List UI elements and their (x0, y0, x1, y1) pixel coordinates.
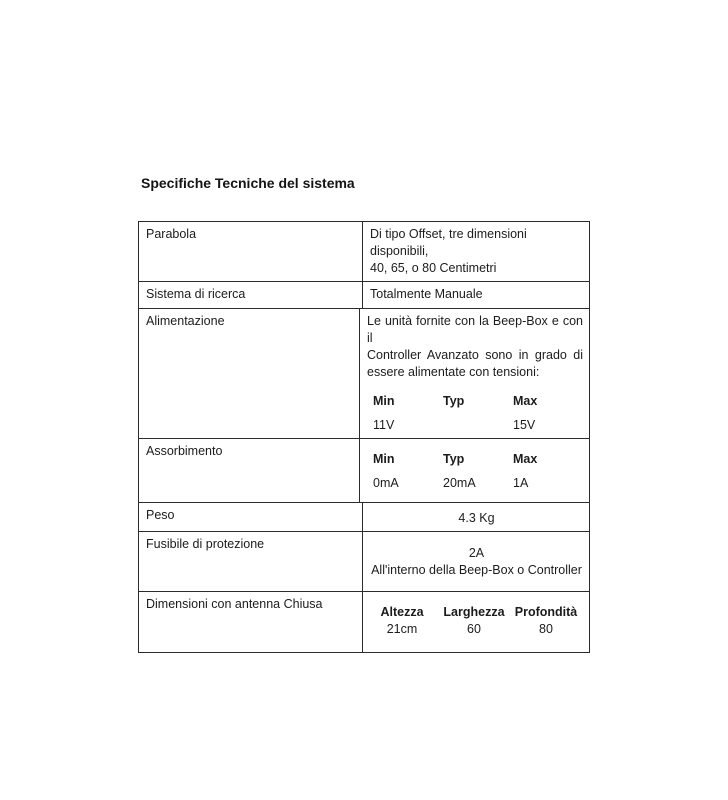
table-row-dimensioni (139, 592, 589, 652)
value-min: 0mA (373, 476, 399, 490)
value-altezza: 21cm (386, 622, 418, 636)
row-value (363, 532, 589, 591)
table-row-peso (139, 503, 589, 532)
col-header-max: Max (513, 394, 538, 408)
page-title: Specifiche Tecniche del sistema (141, 175, 355, 191)
col-header-min: Min (373, 452, 395, 466)
voltage-values-row (367, 417, 583, 434)
value-max: 1A (513, 476, 529, 490)
dimensions-values-row (366, 621, 583, 638)
value-line: Di tipo Offset, tre dimensioni disponibili, (370, 227, 527, 258)
col-header-typ: Typ (443, 452, 465, 466)
value-min: 11V (373, 418, 395, 432)
intro-line: essere alimentate con tensioni: (367, 365, 540, 379)
row-value (363, 282, 589, 308)
col-header-profondita: Profondità (514, 605, 578, 619)
dimensions-header-row (366, 604, 583, 621)
min-typ-max-header-row (367, 393, 583, 410)
row-value: 4.3 Kg (458, 511, 495, 525)
value-larghezza: 60 (467, 622, 481, 636)
table-row-assorbimento (139, 439, 589, 503)
row-label: Peso (139, 503, 363, 531)
row-label: Parabola (139, 222, 363, 281)
value-line: 2A (468, 546, 485, 560)
value-line: All'interno della Beep-Box o Controller (371, 563, 582, 577)
row-label: Dimensioni con antenna Chiusa (139, 592, 363, 652)
value-typ: 20mA (443, 476, 476, 490)
row-label: Fusibile di protezione (139, 532, 363, 591)
row-value (360, 309, 589, 438)
spec-table (138, 221, 590, 653)
table-row-sistema-di-ricerca (139, 282, 589, 309)
row-value (363, 222, 589, 281)
min-typ-max-header-row (367, 451, 583, 468)
row-label: Alimentazione (139, 309, 360, 438)
row-value (363, 592, 589, 652)
value-line: 40, 65, o 80 Centimetri (370, 261, 497, 275)
value-profondita: 80 (539, 622, 553, 636)
col-header-typ: Typ (443, 394, 465, 408)
table-row-fusibile (139, 532, 589, 592)
alimentazione-intro (367, 313, 583, 381)
intro-line: Controller Avanzato sono in grado di (367, 348, 583, 362)
col-header-min: Min (373, 394, 395, 408)
row-label: Assorbimento (139, 439, 360, 502)
col-header-max: Max (513, 452, 538, 466)
col-header-larghezza: Larghezza (443, 605, 505, 619)
table-row-parabola (139, 222, 589, 282)
row-label: Sistema di ricerca (139, 282, 363, 308)
col-header-altezza: Altezza (380, 605, 424, 619)
value-max: 15V (513, 418, 536, 432)
current-values-row (367, 475, 583, 492)
intro-line: Le unità fornite con la Beep-Box e con il (367, 314, 583, 345)
value-typ (443, 417, 513, 434)
row-value (360, 439, 589, 502)
value-line: Totalmente Manuale (370, 287, 483, 301)
table-row-alimentazione (139, 309, 589, 439)
